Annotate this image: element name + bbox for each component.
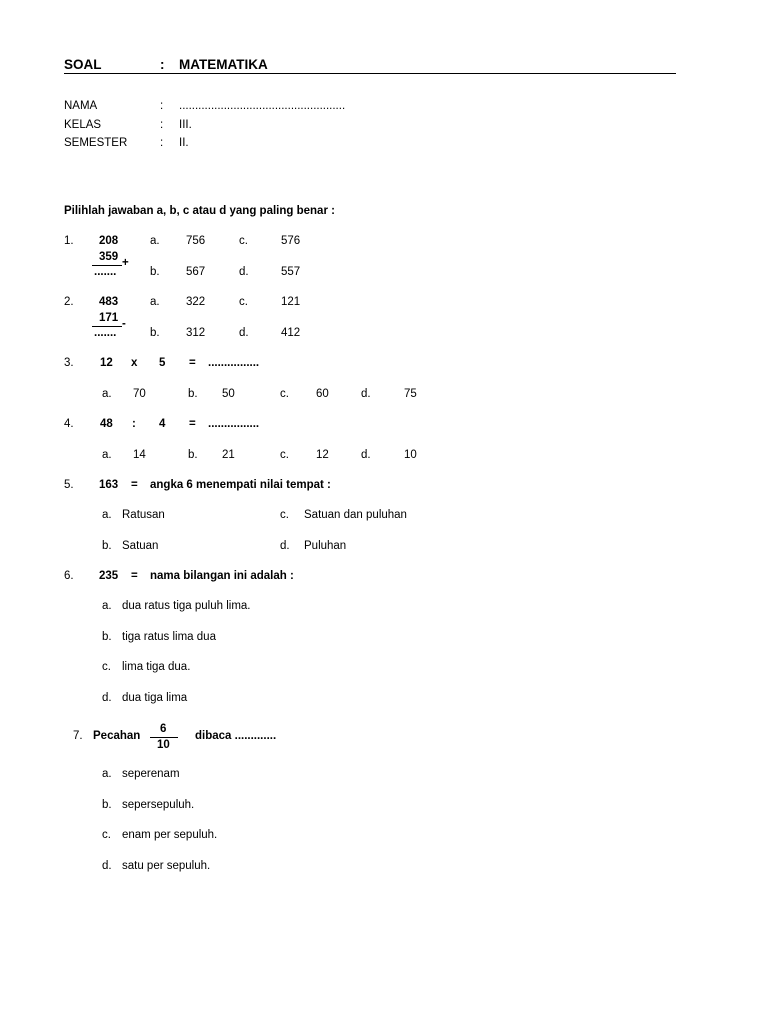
- nama-label: NAMA: [64, 100, 98, 112]
- q2-result: .......: [94, 327, 117, 339]
- q1-top-operand: 208: [99, 235, 119, 247]
- q6-option-c-label: c.: [102, 661, 111, 673]
- semester-value: II.: [179, 137, 189, 149]
- q2-option-d-label: d.: [239, 327, 249, 339]
- q6-number: 6.: [64, 570, 74, 582]
- q7-option-a-label: a.: [102, 768, 112, 780]
- q5-option-d: Puluhan: [304, 540, 347, 552]
- q6-option-c: lima tiga dua.: [122, 661, 191, 673]
- q4-option-d-label: d.: [361, 449, 371, 461]
- q2-option-c: 121: [281, 296, 301, 308]
- instruction: Pilihlah jawaban a, b, c atau d yang paling benar :: [64, 205, 335, 217]
- q7-text: dibaca .............: [195, 730, 277, 742]
- q2-option-a-label: a.: [150, 296, 160, 308]
- subject-title: MATEMATIKA: [179, 57, 268, 72]
- q1-operator: +: [122, 257, 129, 269]
- q4-operand-2: 4: [159, 418, 166, 430]
- q7-option-d: satu per sepuluh.: [122, 860, 211, 872]
- q1-option-d-label: d.: [239, 266, 249, 278]
- q6-option-b-label: b.: [102, 631, 112, 643]
- q3-number: 3.: [64, 357, 74, 369]
- q7-number: 7.: [73, 730, 83, 742]
- q5-option-a-label: a.: [102, 509, 112, 521]
- q4-option-d: 10: [404, 449, 417, 461]
- q4-equals: =: [189, 418, 196, 430]
- q2-option-d: 412: [281, 327, 301, 339]
- q3-blank: ................: [208, 357, 260, 369]
- q2-option-c-label: c.: [239, 296, 248, 308]
- nama-value: ....................................................: [179, 100, 346, 112]
- q1-result: .......: [94, 266, 117, 278]
- q6-option-b: tiga ratus lima dua: [122, 631, 216, 643]
- q4-option-c: 12: [316, 449, 329, 461]
- q7-option-c: enam per sepuluh.: [122, 829, 218, 841]
- q3-option-c: 60: [316, 388, 329, 400]
- q5-text: angka 6 menempati nilai tempat :: [150, 479, 331, 491]
- q7-option-b: sepersepuluh.: [122, 799, 195, 811]
- q3-operand-1: 12: [100, 357, 113, 369]
- q4-option-c-label: c.: [280, 449, 289, 461]
- q7-numerator: 6: [160, 723, 167, 735]
- q6-text: nama bilangan ini adalah :: [150, 570, 294, 582]
- semester-label: SEMESTER: [64, 137, 128, 149]
- q7-fraction-bar: [150, 737, 178, 738]
- q1-option-c: 576: [281, 235, 301, 247]
- header-rule: [64, 73, 676, 74]
- q5-option-b: Satuan: [122, 540, 159, 552]
- q6-option-d: dua tiga lima: [122, 692, 188, 704]
- q2-number: 2.: [64, 296, 74, 308]
- semester-colon: :: [160, 137, 164, 149]
- q1-option-a: 756: [186, 235, 206, 247]
- q4-option-a: 14: [133, 449, 146, 461]
- q4-blank: ................: [208, 418, 260, 430]
- q7-option-a: seperenam: [122, 768, 180, 780]
- q7-option-b-label: b.: [102, 799, 112, 811]
- q2-bottom-operand: 171: [99, 312, 119, 324]
- q2-option-b-label: b.: [150, 327, 160, 339]
- q5-option-b-label: b.: [102, 540, 112, 552]
- q5-value: 163: [99, 479, 119, 491]
- q7-denominator: 10: [157, 739, 170, 751]
- q4-option-b: 21: [222, 449, 235, 461]
- q3-option-a-label: a.: [102, 388, 112, 400]
- q3-option-b-label: b.: [188, 388, 198, 400]
- q3-option-d-label: d.: [361, 388, 371, 400]
- q5-equals: =: [131, 479, 138, 491]
- q3-operator: x: [131, 357, 138, 369]
- q1-bottom-operand: 359: [99, 251, 119, 263]
- q2-option-b: 312: [186, 327, 206, 339]
- kelas-label: KELAS: [64, 119, 102, 131]
- q2-operator: -: [122, 318, 126, 330]
- q4-option-a-label: a.: [102, 449, 112, 461]
- q7-option-d-label: d.: [102, 860, 112, 872]
- q7-word: Pecahan: [93, 730, 141, 742]
- q3-option-a: 70: [133, 388, 146, 400]
- q1-option-b-label: b.: [150, 266, 160, 278]
- q3-equals: =: [189, 357, 196, 369]
- q4-option-b-label: b.: [188, 449, 198, 461]
- q6-option-d-label: d.: [102, 692, 112, 704]
- q5-number: 5.: [64, 479, 74, 491]
- q5-option-c: Satuan dan puluhan: [304, 509, 407, 521]
- q5-option-a: Ratusan: [122, 509, 165, 521]
- q4-operand-1: 48: [100, 418, 113, 430]
- q7-option-c-label: c.: [102, 829, 111, 841]
- q6-option-a: dua ratus tiga puluh lima.: [122, 600, 251, 612]
- q5-option-c-label: c.: [280, 509, 289, 521]
- q1-number: 1.: [64, 235, 74, 247]
- q6-equals: =: [131, 570, 138, 582]
- q4-operator: :: [132, 418, 136, 430]
- q3-option-d: 75: [404, 388, 417, 400]
- q1-option-b: 567: [186, 266, 206, 278]
- q3-operand-2: 5: [159, 357, 166, 369]
- soal-label: SOAL: [64, 57, 102, 72]
- kelas-value: III.: [179, 119, 192, 131]
- q2-option-a: 322: [186, 296, 206, 308]
- q4-number: 4.: [64, 418, 74, 430]
- q6-option-a-label: a.: [102, 600, 112, 612]
- q1-option-a-label: a.: [150, 235, 160, 247]
- nama-colon: :: [160, 100, 164, 112]
- q2-top-operand: 483: [99, 296, 119, 308]
- kelas-colon: :: [160, 119, 164, 131]
- q6-value: 235: [99, 570, 119, 582]
- q3-option-b: 50: [222, 388, 235, 400]
- q5-option-d-label: d.: [280, 540, 290, 552]
- header-colon: :: [160, 57, 165, 72]
- q3-option-c-label: c.: [280, 388, 289, 400]
- q1-option-d: 557: [281, 266, 301, 278]
- q1-option-c-label: c.: [239, 235, 248, 247]
